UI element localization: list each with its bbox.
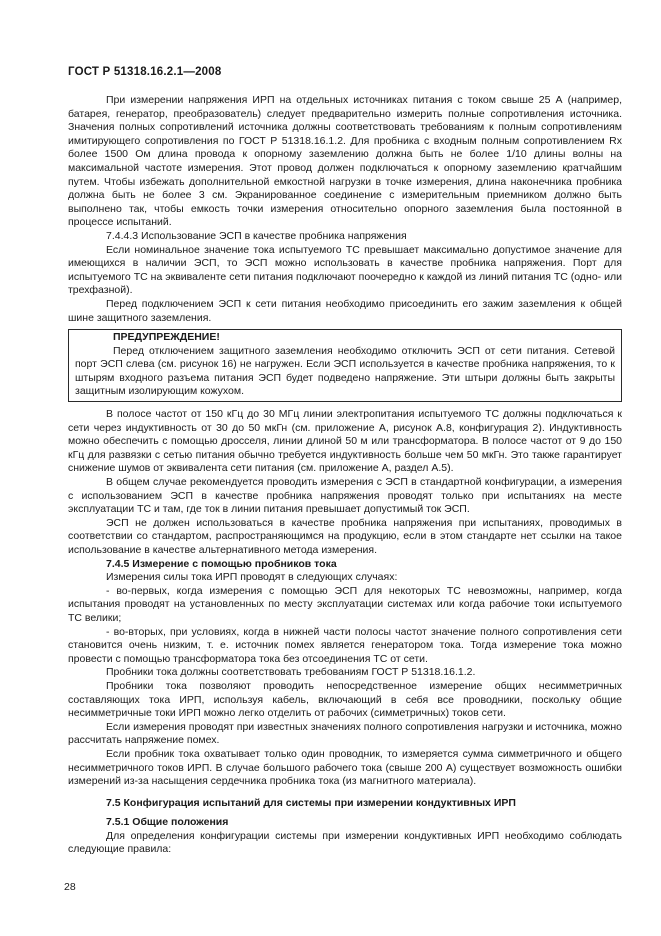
warning-box xyxy=(68,329,622,402)
list-item-first-case: - во-первых, когда измерения с помощью ЭСП для некоторых ТС невозможны, например, когда испытания проводят на установленных по месту эксплуатации системах или когда рабочие токи испытуемого ТС велики; xyxy=(68,584,622,624)
heading-7-5: 7.5 Конфигурация испытаний для системы при измерении кондуктивных ИРП xyxy=(106,796,516,809)
paragraph-single-conductor: Если пробник тока охватывает только один проводник, то измеряется сумма симметричного и общего несимметричного токов ИРП. В случае большого рабочего тока (свыше 200 А) существует возможность ошибки измерений из-за насыщения сердечника пробника тока (из магнитного материала). xyxy=(68,747,622,788)
document-header: ГОСТ Р 51318.16.2.1—2008 xyxy=(68,66,222,78)
heading-7-5-1: 7.5.1 Общие положения xyxy=(106,816,229,829)
paragraph-standard-config: В общем случае рекомендуется проводить измерения с ЭСП в стандартной конфигурации, а измерения с использованием ЭСП в качестве пробника напряжения проводят только при испытаниях на месте эксплуатации ТС и там, где ток в линии питания превышает допустимый ток ЭСП. xyxy=(68,476,622,516)
paragraph-esp-grounding: Перед подключением ЭСП к сети питания необходимо присоединить его зажим заземления к общей шине защитного заземления. xyxy=(68,297,622,324)
warning-title: ПРЕДУПРЕЖДЕНИЕ! xyxy=(113,331,220,344)
heading-7-4-4-3: 7.4.4.3 Использование ЭСП в качестве пробника напряжения xyxy=(106,229,407,242)
list-item-second-case: - во-вторых, при условиях, когда в нижней части полосы частот значение полного сопротивления сети становится очень низким, т. е. источник помех является генератором тока. Тогда измерение тока можно провести с помощью трансформатора тока без отсоединения ТС от сети. xyxy=(68,625,622,665)
paragraph-config-rules: Для определения конфигурации системы при измерении кондуктивных ИРП необходимо соблюдать следующие правила: xyxy=(68,829,622,856)
paragraph-inductance: В полосе частот от 150 кГц до 30 МГц линии электропитания испытуемого ТС должны подключаться к сети через индуктивность от 30 до 50 мкГн (см. приложение А, рисунок А.8, конфигурация 2). Индуктивность можно обеспечить с помощью дросселя, линии длиной 50 м или трансформатора. В полосе частот от 9 до 150 кГц для развязки с сетью питания обычно требуется индуктивность больше чем 50 мкГн. Это также гарантирует снижение шумов от эквивалента сети питания (см. приложение А, раздел А.5). xyxy=(68,408,622,475)
paragraph-voltage-calc: Если измерения проводят при известных значениях полного сопротивления нагрузки и источника, можно рассчитать напряжение помех. xyxy=(68,720,622,747)
paragraph-common-mode: Пробники тока позволяют проводить непосредственное измерение общих несимметричных составляющих тока ИРП, используя кабель, включающий в себя все проводники, поскольку общие несимметричные токи ИРП можно легко отделить от рабочих (симметричных) токов сети. xyxy=(68,679,622,720)
paragraph-probe-requirements: Пробники тока должны соответствовать требованиям ГОСТ Р 51318.16.1.2. xyxy=(106,666,476,679)
heading-7-4-5: 7.4.5 Измерение с помощью пробников тока xyxy=(106,557,337,570)
paragraph-esp-restriction: ЭСП не должен использоваться в качестве пробника напряжения при испытаниях, проводимых в соответствии со стандартом, распространяющимся на продукцию, если в этом стандарте нет ссылки на такое использование в качестве альтернативного метода измерения. xyxy=(68,516,622,556)
warning-text: Перед отключением защитного заземления необходимо отключить ЭСП от сети питания. Сетевой порт ЭСП слева (см. рисунок 16) не нагружен. Если ЭСП используется в качестве пробника напряжения, то к штырям входного разъема питания ЭСП будет подведено напряжение. Эти штыри должны быть закрыты защитным изолирующим кожухом. xyxy=(75,344,615,398)
document-body xyxy=(68,94,622,857)
paragraph-source-impedance: При измерении напряжения ИРП на отдельных источниках питания с током свыше 25 А (например, батарея, генератор, преобразователь) следует предварительно измерить полные сопротивления источника. Значения полных сопротивлений источника должны соответствовать требованиям к полным сопротивлениям имитирующего сопротивления по ГОСТ Р 51318.16.1.2. Для пробника с входным полным сопротивлением Rx более 1500 Ом длина провода к опорному заземлению должна быть не более 1/10 длины волны на максимальной частоте измерения. Этот провод должен подключаться к опорному заземлению кратчайшим путем. Чтобы избежать дополнительной емкостной нагрузки в точке измерения, длина наконечника пробника должна быть не более 3 см. Экранированное соединение с измерительным приемником должно быть выполнено так, чтобы емкость точки измерения относительно опорного заземления была постоянной в процессе испытаний. xyxy=(68,94,622,229)
paragraph-current-cases: Измерения силы тока ИРП проводят в следующих случаях: xyxy=(106,571,398,584)
page-number: 28 xyxy=(64,881,76,893)
paragraph-esp-probe-usage: Если номинальное значение тока испытуемого ТС превышает максимально допустимое значение для имеющихся в наличии ЭСП, то ЭСП можно использовать в качестве пробника напряжения. Порт для испытуемого ТС на эквиваленте сети питания подключают поочередно к каждой из линий питания ТС (одно- или трехфазной). xyxy=(68,243,622,297)
